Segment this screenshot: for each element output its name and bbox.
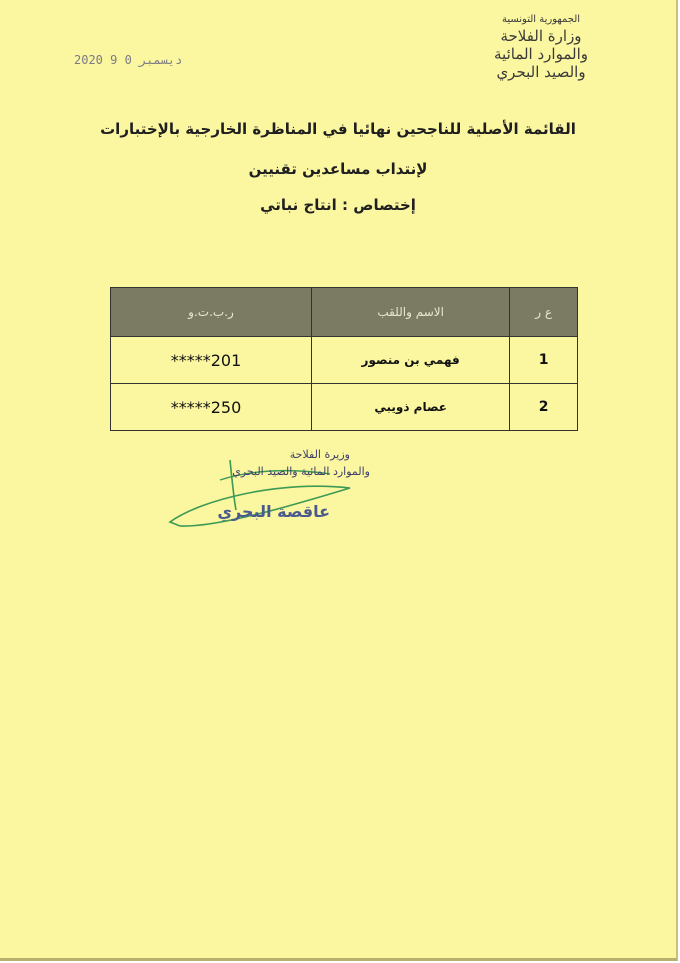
letterhead-ministry-line2: والموارد المائية والصيد البحري [494, 45, 588, 81]
results-table [110, 287, 578, 431]
signatory-name: عاقصة البحري [217, 502, 330, 521]
row-number: 1 [510, 337, 578, 384]
row-id [111, 384, 312, 431]
header-number: ع ر [510, 288, 578, 337]
table-row [111, 337, 578, 384]
letterhead [476, 14, 606, 81]
document-title: القائمة الأصلية للناجحين نهائيا في المناظرة الخارجية بالإختبارات [100, 120, 576, 138]
row-id [111, 337, 312, 384]
signature-title-line1: وزيرة الفلاحة [289, 448, 350, 461]
letterhead-ministry-line1: وزارة الفلاحة [500, 27, 582, 45]
header-name: الاسم واللقب [312, 288, 510, 337]
signature-block [160, 440, 370, 535]
document-specialty: إختصاص : انتاج نباتي [260, 196, 416, 214]
document-subtitle: لإنتداب مساعدين تقنيين [248, 160, 428, 178]
row-id-value: *****250 [170, 397, 242, 417]
signature-title-line2: والموارد المائية والصيد البحري [232, 465, 370, 478]
row-number: 2 [510, 384, 578, 431]
table-row [111, 384, 578, 431]
row-name: فهمي بن منصور [312, 337, 510, 384]
letterhead-republic: الجمهورية التونسية [501, 14, 581, 25]
received-date-stamp: 2020 9 0 ديسمبر [74, 53, 183, 67]
row-name: عصام ذويبي [312, 384, 510, 431]
row-id-value: *****201 [170, 350, 242, 370]
header-id: ر.ب.ت.و [111, 288, 312, 337]
table-header-row [111, 288, 578, 337]
